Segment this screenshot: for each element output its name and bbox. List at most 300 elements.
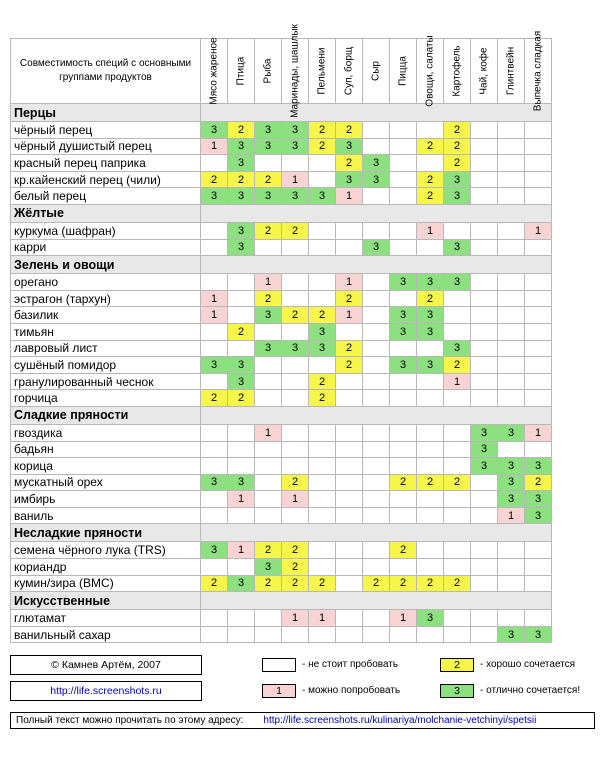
spice-row — [11, 323, 552, 340]
compat-cell: 3 — [363, 171, 390, 188]
compat-cell: 3 — [255, 122, 282, 139]
column-header-label: Птица — [235, 56, 247, 86]
compat-cell — [471, 373, 498, 390]
compat-cell — [390, 373, 417, 390]
compat-cell: 2 — [282, 559, 309, 576]
compat-cell: 3 — [336, 171, 363, 188]
spice-name: бадьян — [11, 441, 201, 458]
compat-cell: 3 — [228, 474, 255, 491]
compat-cell — [228, 626, 255, 643]
compat-cell — [471, 171, 498, 188]
compat-cell: 3 — [309, 188, 336, 205]
compat-cell — [417, 373, 444, 390]
compat-cell — [363, 441, 390, 458]
spice-name: белый перец — [11, 188, 201, 205]
compat-cell: 3 — [444, 188, 471, 205]
compat-cell: 2 — [255, 575, 282, 592]
compat-cell: 3 — [498, 491, 525, 508]
compat-cell: 3 — [390, 323, 417, 340]
column-header — [309, 39, 336, 104]
column-header-label: Чай, кофе — [478, 47, 490, 95]
compat-cell — [417, 542, 444, 559]
compat-cell — [282, 323, 309, 340]
spice-name: орегано — [11, 274, 201, 291]
compat-cell: 3 — [309, 323, 336, 340]
compat-cell: 3 — [228, 155, 255, 172]
compat-cell: 3 — [255, 559, 282, 576]
compat-cell — [498, 222, 525, 239]
compat-cell — [525, 155, 552, 172]
category-fill — [201, 592, 552, 610]
compat-cell — [336, 390, 363, 407]
compat-cell: 2 — [228, 323, 255, 340]
compat-cell — [201, 626, 228, 643]
compat-cell — [525, 559, 552, 576]
compat-cell — [498, 307, 525, 324]
compat-cell — [498, 274, 525, 291]
compat-cell: 2 — [282, 542, 309, 559]
compat-cell — [363, 458, 390, 475]
spice-row — [11, 441, 552, 458]
compat-cell — [336, 474, 363, 491]
column-header-label: Мясо жареное — [208, 37, 220, 105]
spice-name: мускатный орех — [11, 474, 201, 491]
compat-cell: 1 — [390, 610, 417, 627]
spice-row — [11, 122, 552, 139]
compat-cell — [417, 441, 444, 458]
compat-cell: 1 — [525, 424, 552, 441]
compat-cell: 3 — [228, 138, 255, 155]
compat-cell — [201, 323, 228, 340]
category-row — [11, 204, 552, 222]
table-body — [11, 104, 552, 643]
compat-cell: 2 — [444, 575, 471, 592]
spice-row — [11, 610, 552, 627]
compat-cell — [390, 239, 417, 256]
compat-cell: 3 — [363, 239, 390, 256]
compat-cell — [471, 542, 498, 559]
compat-cell — [444, 626, 471, 643]
compat-cell — [498, 188, 525, 205]
compat-cell — [417, 424, 444, 441]
compat-cell — [255, 458, 282, 475]
spice-row — [11, 424, 552, 441]
compat-cell: 2 — [228, 122, 255, 139]
compat-cell — [363, 357, 390, 374]
column-header — [444, 39, 471, 104]
spice-name: гвоздика — [11, 424, 201, 441]
compat-cell: 3 — [498, 626, 525, 643]
compat-cell — [336, 424, 363, 441]
compat-cell: 2 — [309, 138, 336, 155]
category-row — [11, 592, 552, 610]
compat-cell — [282, 458, 309, 475]
compat-cell — [228, 307, 255, 324]
compat-cell: 1 — [336, 274, 363, 291]
compat-cell: 2 — [390, 542, 417, 559]
category-name: Сладкие пряности — [11, 406, 201, 424]
compat-cell — [336, 222, 363, 239]
compat-cell — [498, 542, 525, 559]
category-fill — [201, 204, 552, 222]
spice-row — [11, 373, 552, 390]
compat-cell — [390, 171, 417, 188]
fulltext-link[interactable]: http://life.screenshots.ru/kulinariya/molchanie-vetchinyi/spetsii — [263, 715, 537, 726]
category-row — [11, 256, 552, 274]
compat-cell — [498, 340, 525, 357]
compat-cell — [363, 491, 390, 508]
compat-cell — [282, 357, 309, 374]
compat-cell — [282, 390, 309, 407]
compat-cell — [309, 239, 336, 256]
compat-cell: 2 — [255, 290, 282, 307]
compat-cell — [363, 188, 390, 205]
spice-name: кумин/зира (BMC) — [11, 575, 201, 592]
compat-cell: 1 — [336, 188, 363, 205]
compat-cell: 3 — [417, 323, 444, 340]
compat-cell: 2 — [417, 290, 444, 307]
compat-cell — [444, 290, 471, 307]
compat-cell — [201, 610, 228, 627]
compat-cell: 2 — [444, 155, 471, 172]
compat-cell — [390, 458, 417, 475]
compat-cell: 2 — [282, 222, 309, 239]
compat-cell — [282, 626, 309, 643]
compat-cell — [201, 458, 228, 475]
compat-cell — [525, 340, 552, 357]
compat-cell — [471, 239, 498, 256]
compat-cell — [363, 559, 390, 576]
column-header — [282, 24, 309, 118]
spice-name: базилик — [11, 307, 201, 324]
compat-cell: 1 — [336, 307, 363, 324]
compat-cell — [498, 441, 525, 458]
compat-cell — [417, 507, 444, 524]
compat-cell — [525, 171, 552, 188]
column-header-label: Суп, борщ — [343, 46, 355, 96]
spice-name: куркума (шафран) — [11, 222, 201, 239]
compat-cell: 2 — [282, 474, 309, 491]
compat-cell: 3 — [417, 307, 444, 324]
compat-cell — [525, 441, 552, 458]
compat-cell: 2 — [201, 575, 228, 592]
compat-cell: 2 — [309, 373, 336, 390]
spice-name: имбирь — [11, 491, 201, 508]
category-fill — [201, 406, 552, 424]
compat-cell — [390, 626, 417, 643]
spice-name: сушёный помидор — [11, 357, 201, 374]
compat-cell: 2 — [525, 474, 552, 491]
compat-cell — [201, 507, 228, 524]
compat-cell — [471, 323, 498, 340]
compat-cell — [282, 155, 309, 172]
compat-cell — [282, 274, 309, 291]
compat-cell — [282, 507, 309, 524]
spice-row — [11, 357, 552, 374]
compat-cell — [336, 542, 363, 559]
spice-row — [11, 155, 552, 172]
compat-cell — [336, 239, 363, 256]
spice-row — [11, 274, 552, 291]
compat-cell — [336, 575, 363, 592]
compat-cell: 3 — [282, 122, 309, 139]
compat-cell — [444, 507, 471, 524]
compat-cell — [471, 626, 498, 643]
compat-cell — [525, 239, 552, 256]
compat-cell: 2 — [336, 155, 363, 172]
compat-cell — [390, 340, 417, 357]
compat-cell: 3 — [444, 171, 471, 188]
compat-cell — [498, 390, 525, 407]
spice-row — [11, 188, 552, 205]
compat-cell: 2 — [309, 390, 336, 407]
compat-cell — [309, 507, 336, 524]
column-header-label: Пицца — [397, 56, 409, 86]
compat-cell — [282, 424, 309, 441]
compat-cell — [363, 307, 390, 324]
compat-cell — [417, 155, 444, 172]
compat-cell: 3 — [525, 626, 552, 643]
compat-cell: 3 — [471, 458, 498, 475]
compat-cell — [201, 222, 228, 239]
compat-cell: 2 — [255, 222, 282, 239]
compat-cell — [336, 441, 363, 458]
category-row — [11, 406, 552, 424]
compat-cell — [336, 458, 363, 475]
compat-cell — [471, 188, 498, 205]
compat-cell — [471, 390, 498, 407]
compat-cell — [390, 138, 417, 155]
compat-cell — [525, 610, 552, 627]
compat-cell — [390, 122, 417, 139]
compat-cell — [255, 441, 282, 458]
compat-cell — [255, 507, 282, 524]
compat-cell — [471, 357, 498, 374]
compat-cell: 3 — [282, 188, 309, 205]
compat-cell — [471, 507, 498, 524]
compat-cell — [363, 323, 390, 340]
compat-cell — [282, 373, 309, 390]
compat-cell — [525, 575, 552, 592]
compat-cell — [363, 542, 390, 559]
spice-row — [11, 307, 552, 324]
legend-swatch-empty — [262, 658, 296, 672]
compat-cell — [363, 390, 390, 407]
compat-cell — [309, 222, 336, 239]
compat-cell — [525, 357, 552, 374]
compat-cell — [390, 290, 417, 307]
compat-cell: 3 — [390, 307, 417, 324]
compat-cell — [525, 307, 552, 324]
category-name: Перцы — [11, 104, 201, 122]
compat-cell — [201, 373, 228, 390]
compat-cell — [201, 239, 228, 256]
compat-cell — [309, 357, 336, 374]
compat-cell — [417, 390, 444, 407]
compat-cell — [336, 323, 363, 340]
compat-cell: 3 — [417, 357, 444, 374]
compat-cell — [498, 290, 525, 307]
category-fill — [201, 256, 552, 274]
compat-cell: 2 — [363, 575, 390, 592]
compat-cell — [282, 239, 309, 256]
compat-cell — [255, 357, 282, 374]
compat-cell: 3 — [228, 575, 255, 592]
compat-cell: 3 — [282, 340, 309, 357]
compat-cell — [417, 122, 444, 139]
compat-cell: 3 — [201, 122, 228, 139]
column-header-label: Выпечка сладкая — [532, 30, 544, 112]
category-fill — [201, 524, 552, 542]
legend-label-2: - хорошо сочетается — [480, 659, 576, 670]
compat-cell: 2 — [228, 171, 255, 188]
spice-row — [11, 559, 552, 576]
compat-cell: 2 — [336, 122, 363, 139]
spice-name: семена чёрного лука (TRS) — [11, 542, 201, 559]
spice-name: эстрагон (тархун) — [11, 290, 201, 307]
spice-name: корица — [11, 458, 201, 475]
compat-cell — [444, 559, 471, 576]
compat-cell — [525, 138, 552, 155]
column-header-label: Сыр — [370, 61, 382, 81]
compat-cell: 3 — [498, 424, 525, 441]
compat-cell — [363, 373, 390, 390]
spice-row — [11, 542, 552, 559]
compat-cell: 3 — [363, 155, 390, 172]
compat-cell: 1 — [309, 610, 336, 627]
compat-cell — [525, 274, 552, 291]
compat-cell: 1 — [228, 542, 255, 559]
compat-cell — [309, 424, 336, 441]
legend-swatch-3: 3 — [440, 684, 474, 698]
compat-cell — [390, 559, 417, 576]
compat-cell: 2 — [336, 340, 363, 357]
spice-row — [11, 239, 552, 256]
spice-row — [11, 340, 552, 357]
spice-name: глютамат — [11, 610, 201, 627]
site-box[interactable] — [10, 681, 202, 701]
compat-cell: 2 — [309, 575, 336, 592]
compat-cell — [228, 507, 255, 524]
compat-cell: 1 — [417, 222, 444, 239]
spice-name: гранулированный чеснок — [11, 373, 201, 390]
compat-cell — [390, 390, 417, 407]
compat-cell — [255, 610, 282, 627]
compat-cell: 3 — [255, 138, 282, 155]
compat-cell — [363, 507, 390, 524]
compat-cell — [228, 458, 255, 475]
spice-name: чёрный перец — [11, 122, 201, 139]
compat-cell — [471, 559, 498, 576]
table-title: Совместимость специй с основными группами продуктов — [11, 39, 201, 104]
compat-cell: 3 — [336, 138, 363, 155]
compat-cell: 2 — [417, 474, 444, 491]
compat-cell — [498, 122, 525, 139]
compat-cell — [336, 559, 363, 576]
compat-cell — [525, 323, 552, 340]
site-link[interactable]: http://life.screenshots.ru — [50, 685, 162, 697]
compat-cell — [471, 575, 498, 592]
compat-cell — [363, 222, 390, 239]
compat-cell: 3 — [309, 340, 336, 357]
compat-cell: 1 — [228, 491, 255, 508]
spice-name: ваниль — [11, 507, 201, 524]
compat-cell: 1 — [255, 274, 282, 291]
spice-row — [11, 171, 552, 188]
compat-cell — [444, 542, 471, 559]
compat-cell: 1 — [201, 307, 228, 324]
compat-cell — [390, 222, 417, 239]
compat-cell — [309, 491, 336, 508]
compat-cell — [525, 122, 552, 139]
spice-name: чёрный душистый перец — [11, 138, 201, 155]
compat-cell — [309, 458, 336, 475]
compat-cell — [471, 610, 498, 627]
compat-cell — [309, 274, 336, 291]
compat-cell: 2 — [417, 138, 444, 155]
compat-cell: 3 — [498, 458, 525, 475]
spice-row — [11, 474, 552, 491]
compat-cell — [390, 507, 417, 524]
legend-swatch-1: 1 — [262, 684, 296, 698]
legend-swatch-2: 2 — [440, 658, 474, 672]
category-name: Искусственные — [11, 592, 201, 610]
compat-cell — [390, 155, 417, 172]
compat-cell — [336, 626, 363, 643]
compat-cell — [255, 155, 282, 172]
compat-cell: 1 — [282, 610, 309, 627]
compat-cell — [228, 559, 255, 576]
compat-cell: 2 — [201, 390, 228, 407]
compat-cell — [390, 188, 417, 205]
compat-cell: 1 — [498, 507, 525, 524]
compat-cell — [255, 390, 282, 407]
spice-name: карри — [11, 239, 201, 256]
spice-row — [11, 626, 552, 643]
column-header — [228, 39, 255, 104]
compat-cell — [498, 575, 525, 592]
compat-cell: 3 — [444, 239, 471, 256]
compat-cell: 2 — [201, 171, 228, 188]
column-header — [498, 39, 525, 104]
compat-cell — [201, 274, 228, 291]
compat-cell — [417, 340, 444, 357]
compat-cell: 3 — [444, 274, 471, 291]
spice-name: горчица — [11, 390, 201, 407]
spice-name: тимьян — [11, 323, 201, 340]
compat-cell — [417, 491, 444, 508]
compat-cell — [363, 626, 390, 643]
compat-cell — [444, 491, 471, 508]
compat-cell — [390, 424, 417, 441]
compat-cell — [228, 340, 255, 357]
compat-cell — [255, 239, 282, 256]
spice-row — [11, 458, 552, 475]
compat-cell: 3 — [282, 138, 309, 155]
compat-cell — [228, 424, 255, 441]
fulltext-label: Полный текст можно прочитать по этому адресу: — [16, 715, 244, 726]
compat-cell: 2 — [444, 357, 471, 374]
compat-cell: 2 — [390, 575, 417, 592]
category-row — [11, 524, 552, 542]
compat-cell: 2 — [228, 390, 255, 407]
compat-cell — [417, 626, 444, 643]
compat-cell — [471, 122, 498, 139]
compat-cell — [444, 307, 471, 324]
compat-cell: 3 — [417, 274, 444, 291]
spice-row — [11, 390, 552, 407]
compat-cell — [444, 441, 471, 458]
